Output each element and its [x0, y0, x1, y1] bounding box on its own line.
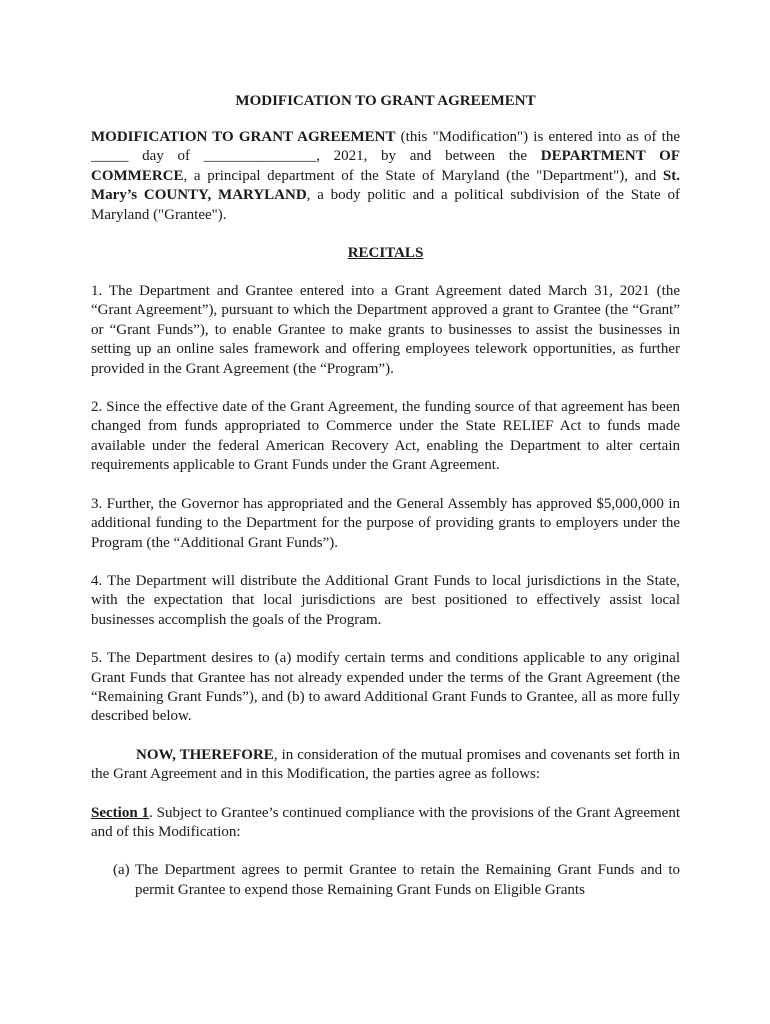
now-therefore-bold: NOW, THEREFORE — [136, 746, 274, 763]
intro-text-2: , a principal department of the State of Maryland (the "Department"), and — [183, 167, 663, 184]
intro-paragraph — [91, 128, 680, 225]
document-title: MODIFICATION TO GRANT AGREEMENT — [235, 93, 536, 109]
now-therefore-text: , in consideration of the mutual promises and covenants set forth in the Grant Agreement and in this Modification, the parties agree as follows: — [91, 746, 680, 783]
department-name: DEPARTMENT OF COMMERCE — [91, 148, 681, 184]
sub-a-label: (a) — [113, 862, 130, 879]
recital-2: 2. Since the effective date of the Grant Agreement, the funding source of that agreement has been changed from funds appropriated to Commerce under the State RELIEF Act to funds made available under the federal American Recovery Act, enabling the Department to alter certain requirements applicable to Grant Funds under the Grant Agreement. — [91, 399, 680, 474]
county-name: St. Mary’s COUNTY, MARYLAND — [91, 167, 680, 204]
section-1-paragraph — [91, 804, 680, 843]
recital-1: 1. The Department and Grantee entered into a Grant Agreement dated March 31, 2021 (the “Grant Agreement”), pursuant to which the Department approved a grant to Grantee (the “Grant” or “Grant Funds”), to enable Grantee to make grants to businesses to assist the businesses in setting up an online sales framework and offering employees telework opportunities, as further provided in the Grant Agreement (the “Program”). — [91, 283, 680, 377]
section-1-heading: Section 1 — [91, 804, 150, 821]
now-therefore-paragraph — [91, 746, 680, 785]
section-1-text: . Subject to Grantee’s continued compliance with the provisions of the Grant Agreement and of this Modification: — [91, 804, 680, 840]
intro-bold-title: MODIFICATION TO GRANT AGREEMENT — [91, 129, 396, 145]
intro-text-3: , a body politic and a political subdivision of the State of Maryland ("Grantee"). — [91, 187, 680, 223]
recital-5: 5. The Department desires to (a) modify certain terms and conditions applicable to any original Grant Funds that Grantee has not already expended under the terms of the Grant Agreement (the “Remaining Grant Funds”), and (b) to award Additional Grant Funds to Grantee, all as more fully described below. — [91, 650, 680, 725]
recital-3: 3. Further, the Governor has appropriated and the General Assembly has approved $5,000,000 in additional funding to the Department for the purpose of providing grants to employers under the Program (the “Additional Grant Funds”). — [91, 495, 680, 551]
sub-a-text: The Department agrees to permit Grantee to retain the Remaining Grant Funds and to permit Grantee to expend those Remaining Grant Funds on Eligible Grants — [135, 862, 680, 898]
recital-4: 4. The Department will distribute the Additional Grant Funds to local jurisdictions in the State, with the expectation that local jurisdictions are best positioned to effectively assist local businesses accomplish the goals of the Program. — [91, 572, 680, 628]
intro-text-1: (this "Modification") is entered into as of the _____ day of _______________, 2021, by and between the — [91, 129, 680, 165]
recitals-heading: RECITALS — [347, 245, 424, 262]
section-1-sub-a — [113, 861, 680, 900]
